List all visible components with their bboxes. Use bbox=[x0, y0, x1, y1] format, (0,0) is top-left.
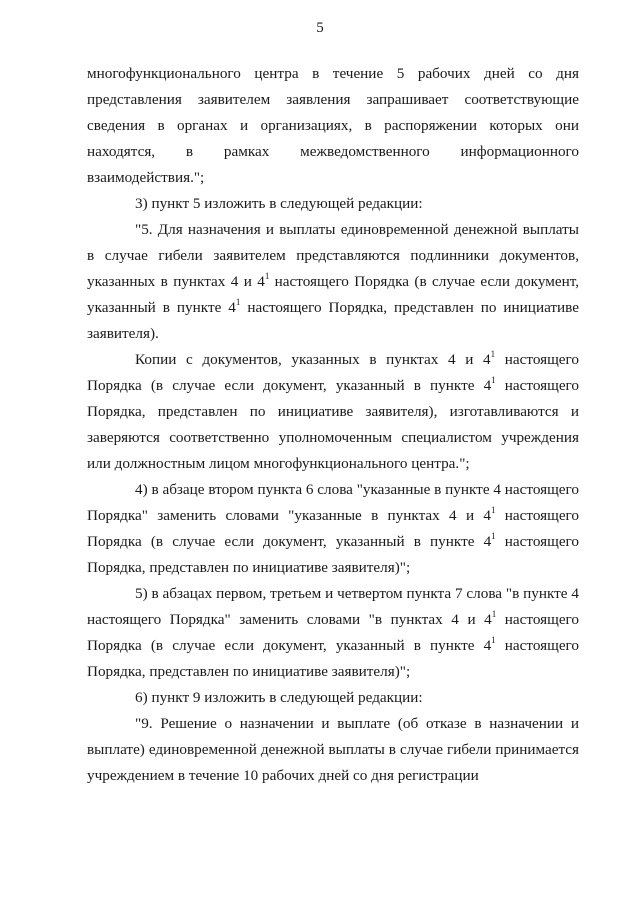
superscript: 1 bbox=[264, 270, 270, 281]
text-run: 5) в абзацах первом, третьем и четвертом пункта 7 слова "в пункте 4 настоящего Порядка" заменить словами "в пунктах 4 и 4 bbox=[87, 585, 579, 628]
text-run: настоящего Порядка, представлен по инициативе заявителя)"; bbox=[87, 533, 580, 576]
text-run: настоящего Порядка (в случае если документ, указанный в пункте 4 bbox=[87, 351, 579, 394]
document-body bbox=[87, 61, 579, 789]
paragraph-item-4 bbox=[87, 477, 579, 581]
paragraph-copies bbox=[87, 347, 579, 477]
superscript: 1 bbox=[491, 374, 496, 385]
paragraph-continuation bbox=[87, 61, 579, 191]
text-run: "9. Решение о назначении и выплате (об отказе в назначении и выплате) единовременной денежной выплаты в случае гибели принимается учреждением в течение 10 рабочих дней со дня регистрации bbox=[87, 715, 579, 784]
text-run: многофункционального центра в течение 5 рабочих дней со дня представления заявителем заявления запрашивает соответствующие сведения в органах и организациях, в распоряжении которых они находятся, в рамках межведомственного информационного взаимодействия."; bbox=[87, 65, 579, 186]
text-run: "5. Для назначения и выплаты единовременной денежной выплаты в случае гибели заявителем представляются подлинники документов, указанных в пунктах 4 и 4 bbox=[87, 221, 579, 290]
paragraph-point-5 bbox=[87, 217, 579, 347]
text-run: Копии с документов, указанных в пунктах 4 и 4 bbox=[135, 351, 491, 368]
text-run: 6) пункт 9 изложить в следующей редакции: bbox=[135, 689, 423, 706]
superscript: 1 bbox=[235, 296, 241, 307]
paragraph-point-9 bbox=[87, 711, 579, 789]
paragraph-item-3 bbox=[87, 191, 579, 217]
text-run: настоящего Порядка (в случае если документ, указанный в пункте 4 bbox=[87, 611, 580, 654]
superscript: 1 bbox=[491, 634, 496, 645]
text-run: настоящего Порядка, представлен по инициативе заявителя), изготавливаются и заверяются соответственно уполномоченным специалистом учреждения или должностным лицом многофункционального центра."; bbox=[87, 377, 580, 472]
text-run: 3) пункт 5 изложить в следующей редакции: bbox=[135, 195, 423, 212]
page-number: 5 bbox=[316, 20, 324, 36]
text-run: настоящего Порядка, представлен по инициативе заявителя)"; bbox=[87, 637, 580, 680]
superscript: 1 bbox=[491, 608, 497, 619]
paragraph-item-6 bbox=[87, 685, 579, 711]
superscript: 1 bbox=[490, 504, 496, 515]
superscript: 1 bbox=[490, 348, 496, 359]
superscript: 1 bbox=[491, 530, 496, 541]
text-run: 4) в абзаце втором пункта 6 слова "указанные в пункте 4 настоящего Порядка" заменить словами "указанные в пунктах 4 и 4 bbox=[87, 481, 579, 524]
text-run: настоящего Порядка (в случае если документ, указанный в пункте 4 bbox=[87, 507, 580, 550]
text-run: настоящего Порядка, представлен по инициативе заявителя). bbox=[87, 299, 580, 342]
paragraph-item-5 bbox=[87, 581, 579, 685]
text-run: настоящего Порядка (в случае если документ, указанный в пункте 4 bbox=[87, 273, 579, 316]
